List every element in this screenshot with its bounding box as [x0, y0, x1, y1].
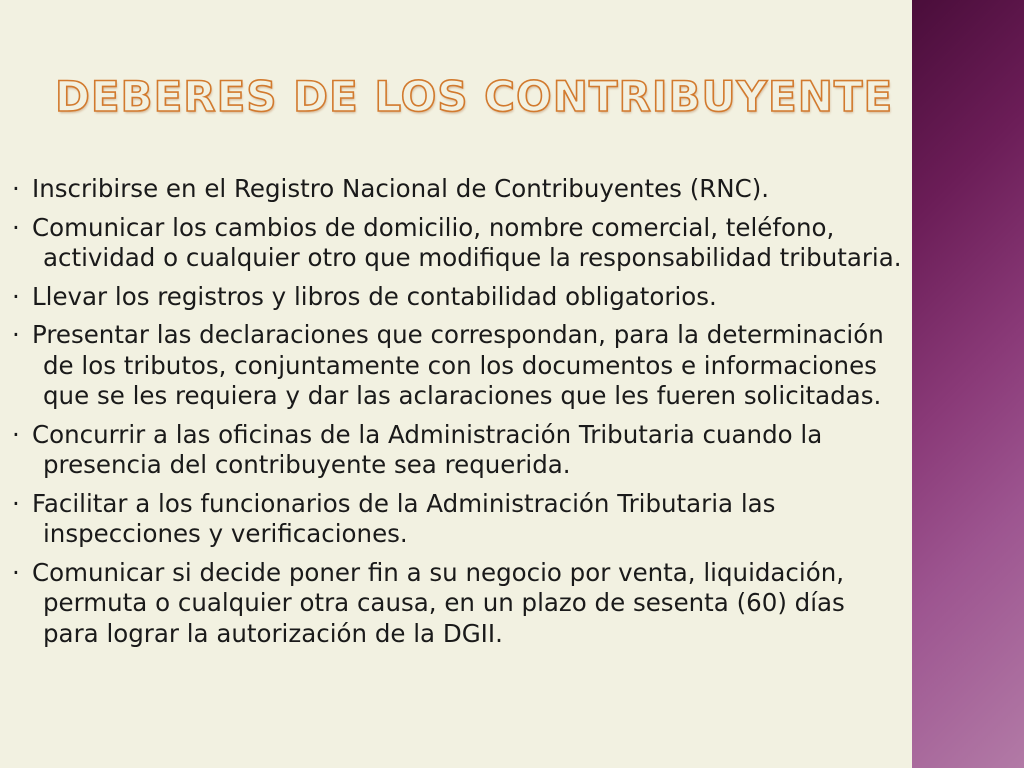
bullet-icon: · [12, 419, 20, 449]
duty-item [12, 320, 902, 412]
duty-item [12, 174, 902, 205]
duty-item [12, 282, 902, 313]
duty-item [12, 420, 902, 481]
duty-item [12, 213, 902, 274]
bullet-icon: · [12, 212, 20, 242]
duty-text: Facilitar a los funcionarios de la Administración Tributaria las inspecciones y verificaciones. [32, 488, 776, 548]
duty-text: Comunicar si decide poner fin a su negocio por venta, liquidación, permuta o cualquier otra causa, en un plazo de sesenta (60) días para lograr la autorización de la DGII. [32, 557, 845, 648]
slide-title: DEBERES DE LOS CONTRIBUYENTE [55, 72, 894, 121]
duties-list [12, 174, 902, 657]
duty-text: Llevar los registros y libros de contabilidad obligatorios. [32, 281, 717, 311]
bullet-icon: · [12, 174, 20, 203]
duty-item [12, 489, 902, 550]
bullet-icon: · [12, 320, 20, 349]
decorative-side-band [912, 0, 1024, 768]
duty-item [12, 558, 902, 650]
duty-text: Concurrir a las oficinas de la Administración Tributaria cuando la presencia del contribuyente sea requerida. [32, 419, 823, 479]
bullet-icon: · [12, 557, 20, 587]
duty-text: Inscribirse en el Registro Nacional de Contribuyentes (RNC). [32, 174, 770, 203]
bullet-icon: · [12, 281, 20, 311]
duty-text: Presentar las declaraciones que correspondan, para la determinación de los tributos, conjuntamente con los documentos e informaciones que se les requiera y dar las aclaraciones que les fueren solicitadas. [32, 320, 884, 410]
duty-text: Comunicar los cambios de domicilio, nombre comercial, teléfono, actividad o cualquier otro que modifique la responsabilidad tributaria. [32, 212, 902, 272]
bullet-icon: · [12, 488, 20, 518]
